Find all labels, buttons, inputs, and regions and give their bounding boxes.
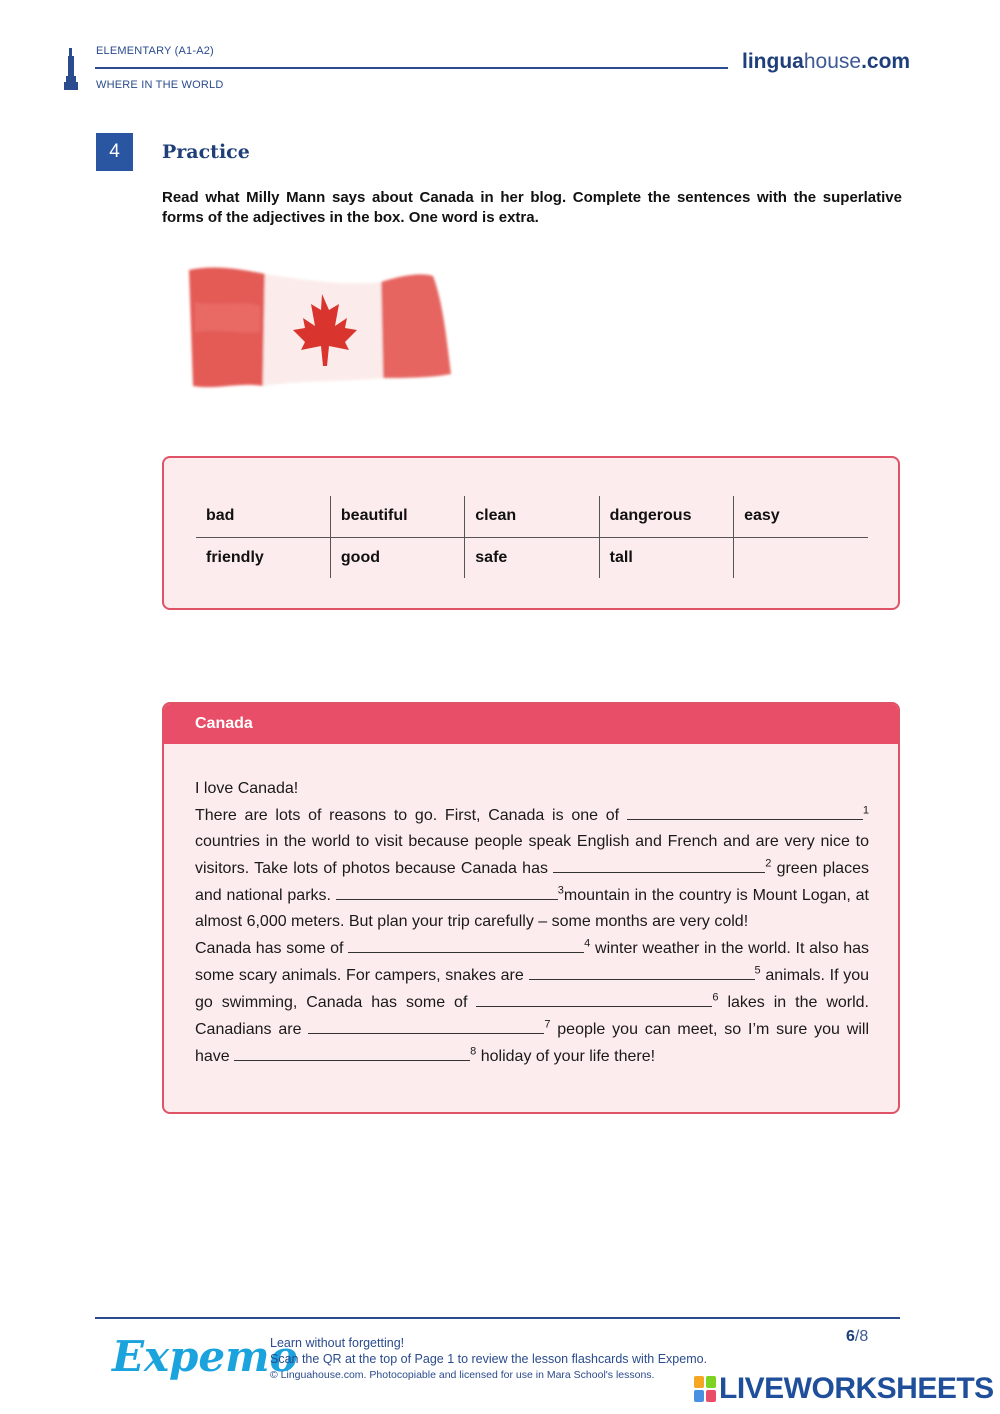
liveworksheets-badge[interactable] xyxy=(694,1372,994,1406)
word-cell: beautiful xyxy=(330,496,464,537)
gap-2-input[interactable] xyxy=(553,855,765,873)
word-cell: friendly xyxy=(206,548,264,566)
liveworksheets-icon xyxy=(694,1376,716,1402)
gap-number: 4 xyxy=(584,937,591,950)
word-cell: safe xyxy=(465,537,599,578)
word-cell: dangerous xyxy=(599,496,733,537)
gap-number: 2 xyxy=(765,857,772,870)
gap-number: 5 xyxy=(754,964,761,977)
footer-divider xyxy=(95,1317,900,1319)
course-level: ELEMENTARY (A1-A2) xyxy=(96,45,214,57)
table-row xyxy=(196,537,868,578)
text-segment: There are lots of reasons to go. First, Canada is one of xyxy=(195,807,620,824)
footer-text xyxy=(270,1335,707,1383)
linguahouse-logo[interactable] xyxy=(742,50,910,74)
blog-paragraph xyxy=(195,935,869,1070)
section-title: Practice xyxy=(162,141,250,163)
word-cell: bad xyxy=(196,496,330,537)
logo-part-lingua: lingua xyxy=(742,50,804,73)
word-cell xyxy=(734,537,868,578)
page-current: 6 xyxy=(846,1328,855,1345)
footer-copyright: © Linguahouse.com. Photocopiable and licensed for use in Mara School's lessons. xyxy=(270,1369,655,1381)
exercise-instructions: Read what Milly Mann says about Canada in her blog. Complete the sentences with the superlative forms of the adjectives in the box. One word is extra. xyxy=(162,189,902,226)
expemo-logo[interactable]: Expemo xyxy=(112,1332,298,1381)
text-segment: countries in the world to visit because people speak English and French and are very nice to visitors. Take lots of photos because Canada has xyxy=(195,833,869,877)
blog-text xyxy=(195,776,869,1070)
blog-intro: I love Canada! xyxy=(195,780,299,797)
gap-8-input[interactable] xyxy=(234,1043,470,1061)
gap-number: 7 xyxy=(544,1018,551,1031)
word-cell: good xyxy=(330,537,464,578)
liveworksheets-label: LIVEWORKSHEETS xyxy=(719,1372,994,1405)
text-segment: winter weather in the world. It also has some scary animals. For campers, snakes are xyxy=(195,940,869,984)
text-segment: Canada has some of xyxy=(195,940,344,957)
gap-number: 1 xyxy=(862,804,869,817)
word-box xyxy=(162,456,900,610)
canada-flag-illustration xyxy=(185,262,455,392)
page-total: /8 xyxy=(854,1328,869,1345)
gap-5-input[interactable] xyxy=(529,962,755,980)
statue-of-liberty-icon xyxy=(64,48,78,90)
table-row xyxy=(196,496,868,537)
text-segment: lakes in the world. Canadians are xyxy=(195,994,869,1038)
unit-title: WHERE IN THE WORLD xyxy=(96,79,224,91)
adjective-table xyxy=(196,496,868,578)
panel-title: Canada xyxy=(164,704,898,744)
gap-3-input[interactable] xyxy=(336,882,558,900)
blog-paragraph xyxy=(195,802,869,935)
gap-6-input[interactable] xyxy=(476,989,712,1007)
gap-number: 6 xyxy=(712,991,719,1004)
gap-7-input[interactable] xyxy=(308,1016,544,1034)
gap-1-input[interactable] xyxy=(627,802,863,820)
word-cell: clean xyxy=(465,496,599,537)
logo-part-house: house xyxy=(803,50,862,73)
text-segment: mountain in the country is Mount Logan, at almost 6,000 meters. But plan your trip carefully – some months are very cold! xyxy=(195,887,869,930)
text-segment: green places and national parks. xyxy=(195,860,869,904)
word-cell: tall xyxy=(599,537,733,578)
canada-text-panel xyxy=(162,702,900,1114)
gap-number: 8 xyxy=(470,1045,477,1058)
gap-number: 3 xyxy=(557,884,564,897)
word-cell: easy xyxy=(734,496,868,537)
gap-4-input[interactable] xyxy=(348,935,584,953)
footer-tagline: Learn without forgetting! xyxy=(270,1336,405,1350)
text-segment: people you can meet, so I’m sure you will have xyxy=(195,1021,869,1065)
text-segment: animals. If you go swimming, Canada has some of xyxy=(195,967,870,1011)
logo-part-com: .com xyxy=(861,50,911,73)
header-divider xyxy=(95,67,728,69)
footer-qr-note: Scan the QR at the top of Page 1 to review the lesson flashcards with Expemo. xyxy=(270,1352,708,1366)
exercise-number: 4 xyxy=(96,133,133,171)
page-number xyxy=(846,1328,868,1346)
text-segment: holiday of your life there! xyxy=(480,1048,656,1065)
